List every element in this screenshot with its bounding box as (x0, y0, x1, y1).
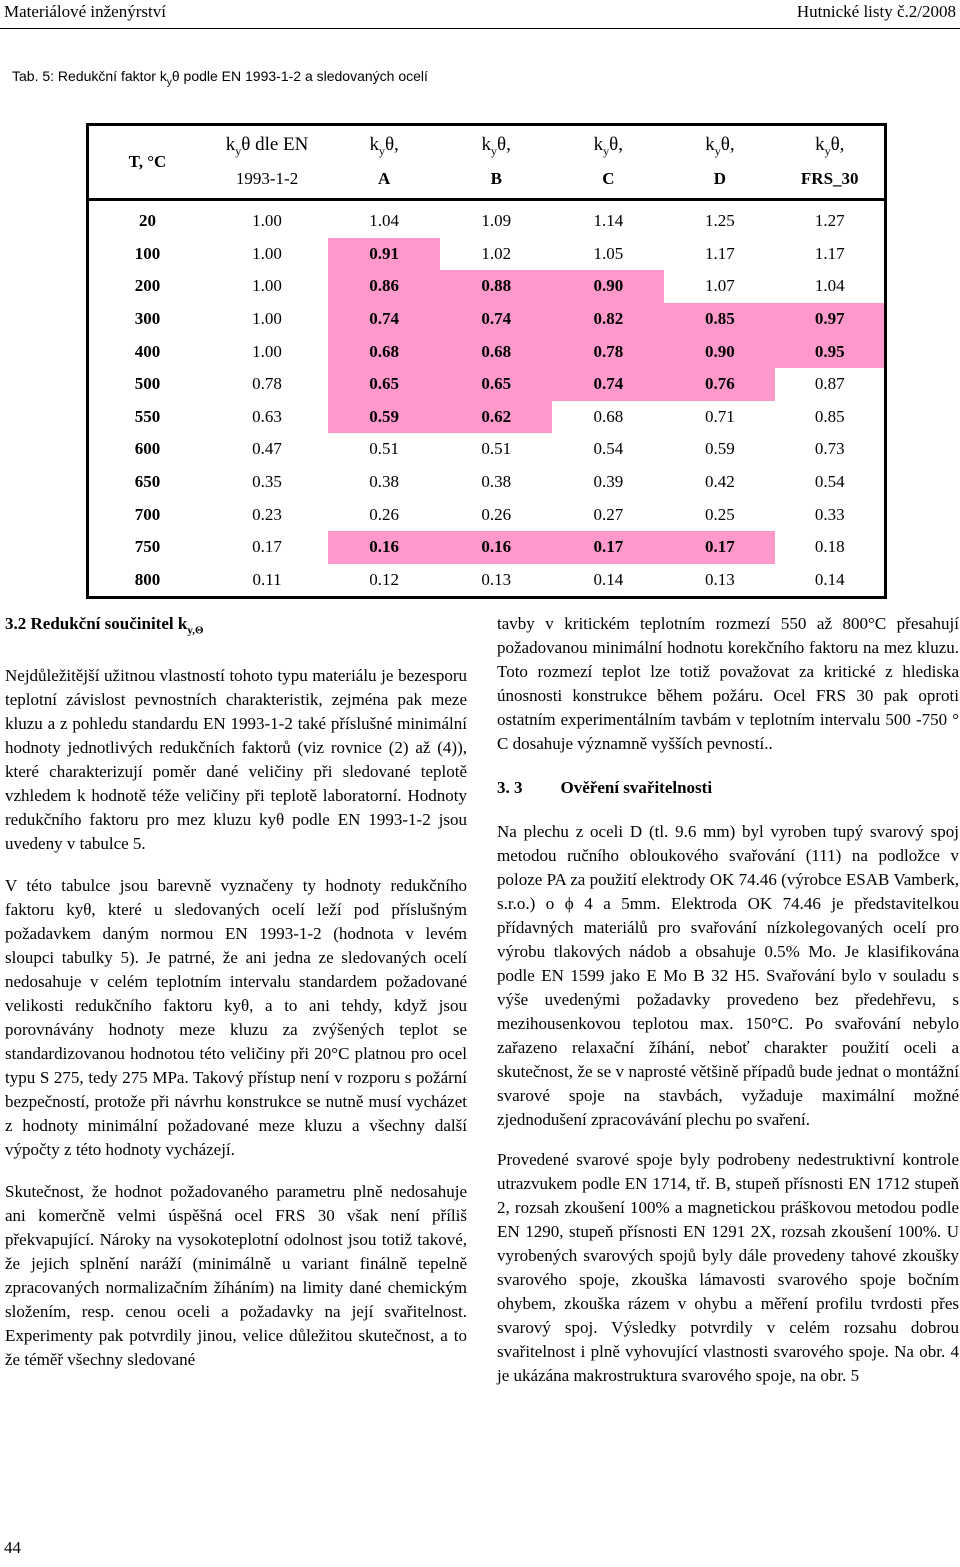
column-header (88, 125, 207, 200)
value-cell: 0.54 (814, 472, 845, 492)
caption-text: Tab. 5: Redukční faktor k (12, 68, 167, 84)
value-cell: 0.71 (705, 406, 735, 426)
table-row (88, 303, 886, 336)
value-cell: 0.85 (664, 303, 775, 336)
column-header (664, 125, 775, 200)
running-header (0, 0, 960, 29)
column-header (328, 125, 440, 200)
value-cell: 1.07 (705, 276, 735, 296)
value-cell: 0.73 (814, 439, 845, 459)
value-cell: 0.59 (705, 439, 735, 459)
value-cell: 0.68 (440, 335, 552, 368)
value-cell: 0.42 (705, 472, 735, 492)
value-cell: 0.54 (593, 439, 624, 459)
header-line2: D (713, 168, 727, 188)
value-cell: 0.90 (664, 335, 775, 368)
value-cell: 0.65 (440, 368, 552, 401)
temperature-cell: 20 (139, 211, 156, 231)
header-line2: 1993-1-2 (235, 168, 299, 188)
value-cell: 0.27 (593, 504, 624, 524)
value-cell: 1.00 (252, 341, 282, 361)
value-cell: 0.26 (481, 504, 512, 524)
value-cell: 0.14 (593, 569, 624, 589)
paragraph: Provedené svarové spoje byly podrobeny nedestruktivní kontrole utrazvukem podle EN 1714, tř. B, stupeň přísnosti EN 1712 stupeň 2, rozsah zkoušení 100% a magnetickou práškovou metodou podle EN 1290, stupeň přísnosti EN 1291 2X, rozsah zkoušení 100%. U vyrobených svarových spojů byly dále provedeny tahové zkoušky svarového spoje, zkouška lámavosti svarového spoje bočním ohybem, zkouška rázem v ohybu a měření profilu tvrdosti přes svarový spoj. Výsledky potvrdily v celém rozsahu dobrou svařitelnost i plně vyhovující vlastnosti svarového spoje. Na obr. 4 je ukázána makrostruktura svarového spoje, na obr. 5 (497, 1150, 959, 1385)
paragraph: tavby v kritickém teplotním rozmezí 550 až 800°C přesahují požadovanou minimální hodnotu korekčního faktoru na mez kluzu. Toto rozmezí teplot lze totiž považovat za kritické z hlediska únosnosti konstrukce během požáru. Ocel FRS 30 pak oproti ostatním experimentálním tavbám v teplotním intervalu 500 -750 ° C dosahuje významně vyšších pevností.. (497, 614, 959, 753)
left-column (5, 612, 467, 1372)
value-cell: 0.85 (814, 406, 845, 426)
header-symbol: $k_y\theta$, (481, 134, 511, 158)
value-cell: 1.14 (593, 211, 624, 231)
temperature-cell: 650 (134, 472, 161, 492)
section-3-3-title: 3. 3 Ověření svařitelnosti (497, 778, 713, 797)
value-cell: 0.39 (593, 472, 624, 492)
table-row (88, 335, 886, 368)
value-cell: 0.95 (775, 335, 885, 368)
table-row (88, 270, 886, 303)
value-cell: 1.00 (252, 276, 282, 296)
temperature-cell: 550 (134, 406, 161, 426)
value-cell: 0.16 (440, 531, 552, 564)
caption-subscript: y (166, 76, 172, 88)
paragraph: Na plechu z oceli D (tl. 9.6 mm) byl vyroben tupý svarový spoj metodou ručního obloukového svařování (111) na podložce v poloze PA za použití elektrody OK 74.46 (výrobce ESAB Vamberk, s.r.o.) o ϕ 4 a 5mm. Elektroda OK 74.46 je představitelkou přídavných materiálů pro svařování nízkolegovaných ocelí pro výrobu tlakových nádob a obsahuje 0.5% Mo. Je klasifikována podle EN 1599 jako E Mo B 32 H5. Svařování bylo v souladu s výše uvedenými požadavky provedeno bez předehřevu, s mezihousenkovou teplotou max. 150°C. Po svařování nebylo zařazeno relaxační žíhání, neboť charakter použití oceli a skutečnost, že se v naprosté většině případů bude jednat o montážní svarové spoje na stavbách, vyžaduje maximální možné zjednodušení zpracovávání plechu po svaření. (497, 822, 959, 1129)
value-cell: 1.25 (705, 211, 735, 231)
table-row (88, 531, 886, 564)
journal-issue: Hutnické listy č.2/2008 (796, 2, 956, 21)
header-symbol: $k_y\theta$, (815, 134, 845, 158)
value-cell: 0.78 (252, 374, 282, 394)
journal-section: Materiálové inženýrství (4, 2, 166, 21)
value-cell: 0.59 (328, 401, 440, 434)
column-header (552, 125, 664, 200)
table-header-row (88, 125, 886, 200)
value-cell: 0.12 (369, 569, 400, 589)
table-row (88, 368, 886, 401)
value-cell: 1.09 (481, 211, 512, 231)
reduction-factor-table (86, 123, 887, 599)
temperature-cell: 750 (134, 537, 161, 557)
table-row (88, 200, 886, 238)
value-cell: 0.51 (369, 439, 400, 459)
value-cell: 0.23 (252, 504, 282, 524)
value-cell: 0.14 (814, 569, 845, 589)
header-symbol: $k_y\theta$, (705, 134, 735, 158)
table-row (88, 238, 886, 271)
temperature-cell: 400 (134, 341, 161, 361)
table-body (88, 200, 886, 598)
value-cell: 0.97 (775, 303, 885, 336)
paragraph: V této tabulce jsou barevně vyznačeny ty hodnoty redukčního faktoru kyθ, které u sledovaných ocelí leží pod příslušným požadavkem daným normou EN 1993-1-2 (hodnota v levém sloupci tabulky 5). Je patrné, že ani jedna ze sledovaných ocelí nedosahuje v celém teplotním intervalu standardem požadované velikosti redukčního faktoru kyθ, a to ani tehdy, když jsou porovnávány hodnoty meze kluzu za zvýšených teplot se standardizovanou hodnotou této veličiny při 20°C platnou pro ocel typu S 275, tedy 275 MPa. Takový přístup není v rozporu s požární bezpečností, protože při návrhu konstrukce se nutně musí vycházet z hodnoty minimální požadované meze kluzu a všechny další výpočty z této hodnoty vycházejí. (5, 876, 467, 1160)
column-header (206, 125, 328, 200)
temperature-cell: 500 (134, 374, 161, 394)
temperature-cell: 200 (134, 276, 161, 296)
temperature-cell: 300 (134, 309, 161, 329)
value-cell: 0.62 (440, 401, 552, 434)
value-cell: 0.17 (552, 531, 664, 564)
temperature-cell: 800 (134, 569, 161, 589)
value-cell: 0.74 (328, 303, 440, 336)
header-line2: C (602, 168, 615, 188)
table-row (88, 466, 886, 499)
paragraph: Nejdůležitější užitnou vlastností tohoto typu materiálu je bezesporu teplotní závislost pevnostních charakteristik, zejména pak meze kluzu a z pohledu standardu EN 1993-1-2 také příslušné minimální hodnoty jednotlivých redukčních faktorů (viz rovnice (2) až (4)), které charakterizují poměr dané veličiny při sledované teplotě vzhledem k hodnotě téže veličiny při teplotě laboratorní. Hodnoty redukčního faktoru pro mez kluzu kyθ podle EN 1993-1-2 jsou uvedeny v tabulce 5. (5, 666, 467, 854)
value-cell: 1.17 (705, 243, 735, 263)
value-cell: 0.87 (814, 374, 845, 394)
value-cell: 0.76 (664, 368, 775, 401)
value-cell: 1.27 (814, 211, 845, 231)
table-row (88, 564, 886, 598)
header-line2: FRS_30 (800, 168, 859, 188)
value-cell: 0.33 (814, 504, 845, 524)
temperature-cell: 700 (134, 504, 161, 524)
value-cell: 1.00 (252, 309, 282, 329)
value-cell: 0.91 (328, 238, 440, 271)
value-cell: 0.18 (814, 537, 845, 557)
value-cell: 1.02 (481, 243, 512, 263)
value-cell: 0.47 (252, 439, 282, 459)
value-cell: 0.82 (552, 303, 664, 336)
table-row (88, 401, 886, 434)
value-cell: 0.26 (369, 504, 400, 524)
value-cell: 0.86 (328, 270, 440, 303)
header-line2: B (490, 168, 502, 188)
header-line2: A (378, 168, 391, 188)
value-cell: 0.68 (328, 335, 440, 368)
value-cell: 0.17 (252, 537, 282, 557)
value-cell: 0.16 (328, 531, 440, 564)
section-3-2-title: 3.2 Redukční součinitel $k_{y,\Theta}$ (5, 614, 204, 637)
header-line: T, °C (128, 152, 167, 171)
value-cell: 0.65 (328, 368, 440, 401)
value-cell: 1.05 (593, 243, 624, 263)
value-cell: 0.38 (369, 472, 400, 492)
value-cell: 0.35 (252, 472, 282, 492)
value-cell: 1.00 (252, 211, 282, 231)
column-header (440, 125, 552, 200)
page-number: 44 (4, 1538, 21, 1557)
value-cell: 0.25 (705, 504, 735, 524)
header-symbol: $k_y\theta$, (593, 134, 623, 158)
table-row (88, 433, 886, 466)
value-cell: 0.13 (705, 569, 735, 589)
value-cell: 1.04 (814, 276, 845, 296)
value-cell: 0.38 (481, 472, 512, 492)
table-caption (12, 68, 428, 88)
header-symbol: $k_y\theta$, (369, 134, 399, 158)
value-cell: 0.63 (252, 406, 282, 426)
value-cell: 0.68 (593, 406, 624, 426)
header-symbol: $k_y\theta$ dle EN (225, 134, 309, 158)
value-cell: 1.17 (814, 243, 845, 263)
table-row (88, 498, 886, 531)
value-cell: 0.11 (252, 569, 282, 589)
value-cell: 0.74 (440, 303, 552, 336)
temperature-cell: 100 (134, 243, 161, 263)
value-cell: 0.88 (440, 270, 552, 303)
value-cell: 0.51 (481, 439, 512, 459)
value-cell: 0.13 (481, 569, 512, 589)
caption-text-end: θ podle EN 1993-1-2 a sledovaných ocelí (171, 68, 428, 84)
column-header (775, 125, 885, 200)
right-column (497, 612, 959, 1388)
value-cell: 0.78 (552, 335, 664, 368)
paragraph: Skutečnost, že hodnot požadovaného parametru plně nedosahuje ani komerčně velmi úspěšná ocel FRS 30 však není příliš překvapující. Nároky na vysokoteplotní odolnost jsou totiž takové, že jejich splnění naráží (minimálně u variant finálně tepelně zpracovaných normalizačním žíháním) na limity dané chemickým složením, resp. cenou oceli a požadavky na její svařitelnost. Experimenty pak potvrdily jinou, velice důležitou skutečnost, a to že téměř všechny sledované (5, 1182, 467, 1370)
value-cell: 1.00 (252, 243, 282, 263)
value-cell: 0.17 (664, 531, 775, 564)
value-cell: 0.74 (552, 368, 664, 401)
value-cell: 1.04 (369, 211, 400, 231)
value-cell: 0.90 (552, 270, 664, 303)
temperature-cell: 600 (134, 439, 161, 459)
